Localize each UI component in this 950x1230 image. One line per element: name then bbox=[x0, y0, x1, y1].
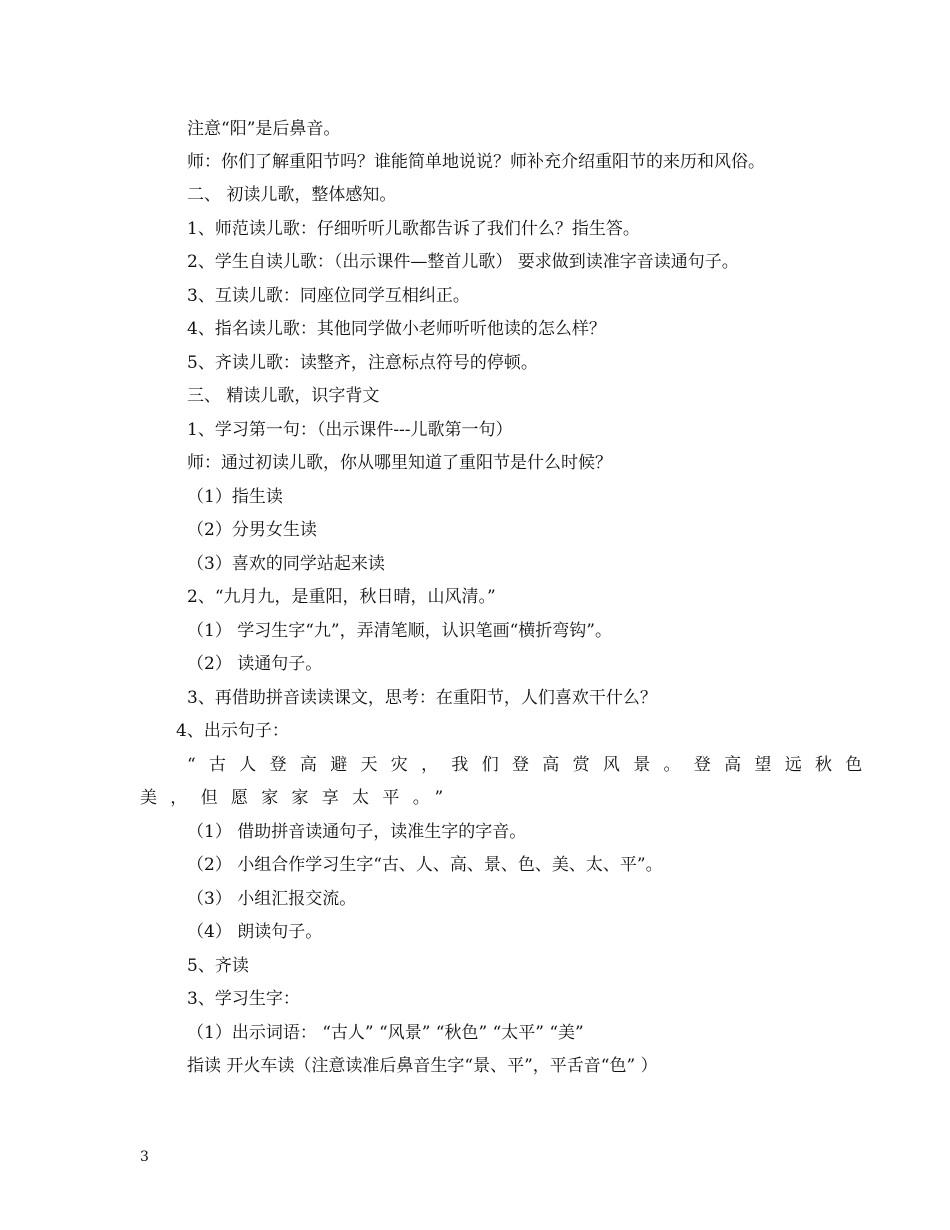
text-line: 3、再借助拼音读读课文，思考：在重阳节，人们喜欢干什么？ bbox=[187, 688, 657, 708]
text-line: 指读 开火车读（注意读准后鼻音生字“景、平”，平舌音“色” ） bbox=[187, 1056, 658, 1076]
text-line: （3）喜欢的同学站起来读 bbox=[187, 554, 385, 574]
text-line: 注意“阳”是后鼻音。 bbox=[187, 119, 341, 139]
text-line: （1） 借助拼音读通句子，读准生字的字音。 bbox=[187, 822, 527, 842]
text-line: （1）出示词语： “古人” “风景” “秋色” “太平” “美” bbox=[187, 1023, 584, 1043]
page-number: 3 bbox=[140, 1149, 149, 1165]
text-line: 2、“九月九，是重阳，秋日晴，山风清。” bbox=[187, 587, 496, 607]
text-line: 4、出示句子： bbox=[176, 721, 289, 741]
text-line: 3、互读儿歌：同座位同学互相纠正。 bbox=[187, 286, 470, 306]
quoted-sentence: 美，但愿家家享太平。” bbox=[140, 788, 457, 808]
text-line: （2） 小组合作学习生字“古、人、高、景、色、美、太、平”。 bbox=[187, 855, 663, 875]
text-line: 5、齐读 bbox=[187, 956, 249, 976]
text-line: 师：通过初读儿歌，你从哪里知道了重阳节是什么时候？ bbox=[187, 453, 612, 473]
text-line: （3） 小组汇报交流。 bbox=[187, 889, 357, 909]
text-line: （1） 学习生字“九”，弄清笔顺，认识笔画“横折弯钩”。 bbox=[187, 621, 612, 641]
quoted-sentence: “古人登高避天灾，我们登高赏风景。登高望远秋色 bbox=[187, 755, 876, 775]
text-line: 5、齐读儿歌：读整齐，注意标点符号的停顿。 bbox=[187, 353, 538, 373]
text-line: 2、学生自读儿歌：（出示课件—整首儿歌） 要求做到读准字音读通句子。 bbox=[187, 252, 739, 272]
text-line: 师：你们了解重阳节吗？谁能简单地说说？师补充介绍重阳节的来历和风俗。 bbox=[187, 152, 765, 172]
section-heading: 三、 精读儿歌，识字背文 bbox=[187, 386, 380, 406]
text-line: （1）指生读 bbox=[187, 487, 283, 507]
text-line: 3、学习生字： bbox=[187, 989, 300, 1009]
text-line: （2） 读通句子。 bbox=[187, 654, 323, 674]
text-line: 1、师范读儿歌：仔细听听儿歌都告诉了我们什么？指生答。 bbox=[187, 219, 640, 239]
text-line: （4） 朗读句子。 bbox=[187, 922, 323, 942]
section-heading: 二、 初读儿歌，整体感知。 bbox=[187, 185, 397, 205]
text-line: 4、指名读儿歌：其他同学做小老师听听他读的怎么样？ bbox=[187, 319, 606, 339]
text-line: （2）分男女生读 bbox=[187, 520, 317, 540]
text-line: 1、学习第一句：（出示课件---儿歌第一句） bbox=[187, 420, 513, 440]
